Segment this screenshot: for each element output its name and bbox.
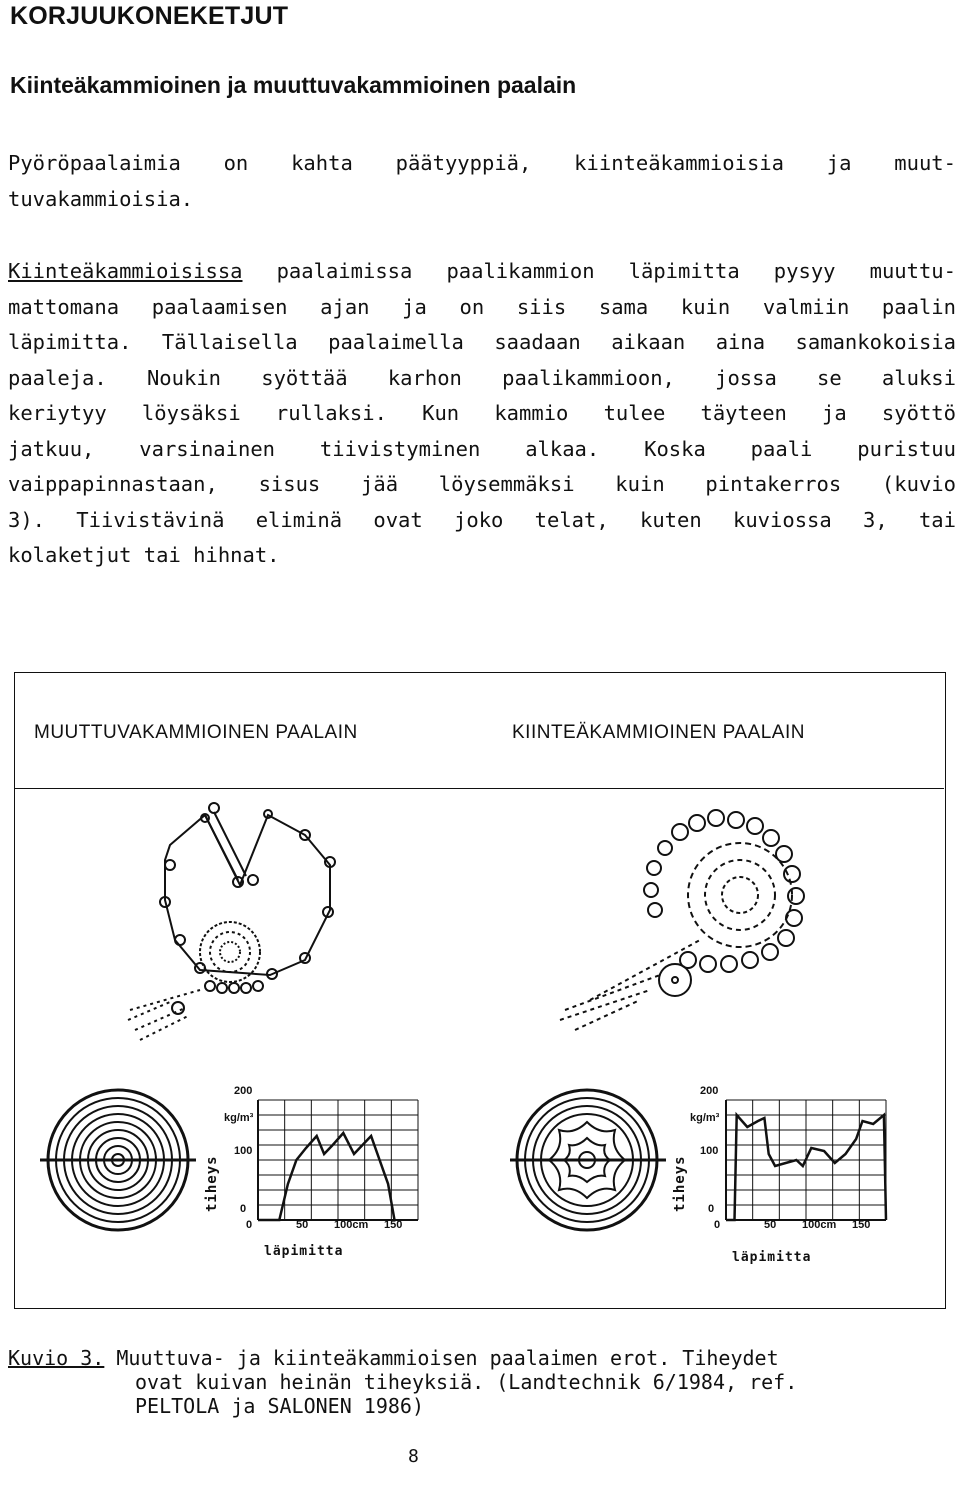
intro-paragraph <box>8 146 956 217</box>
section-heading: KORJUUKONEKETJUT <box>10 2 289 30</box>
paragraph-line: keriytyy löysäksi rullaksi. Kun kammio tulee täyteen ja syöttö <box>8 401 956 425</box>
right-y-unit: kg/m³ <box>690 1112 720 1124</box>
right-y-tick-200: 200 <box>700 1085 719 1097</box>
left-y-tick-0: 0 <box>240 1203 247 1215</box>
fixed-chamber-baler-illustration <box>560 810 804 1030</box>
paragraph-line: Kiinteäkammioisissa paalaimissa paalikammion läpimitta pysyy muuttu- <box>8 259 956 283</box>
paragraph-line: läpimitta. Tällaisella paalaimella saadaan aikaan aina samankokoisia <box>8 330 956 354</box>
caption-line: PELTOLA ja SALONEN 1986) <box>135 1394 424 1418</box>
right-bale-cross-section <box>510 1090 666 1230</box>
right-x-tick-150: 150 <box>852 1219 871 1231</box>
paragraph-line: kolaketjut tai hihnat. <box>8 543 280 567</box>
paragraph-line: tuvakammioisia. <box>8 186 194 211</box>
baler-illustrations <box>0 790 960 1090</box>
right-column-title: KIINTEÄKAMMIOINEN PAALAIN <box>512 722 805 743</box>
figure-caption <box>8 1346 938 1418</box>
left-y-axis-label: tiheys <box>204 1155 220 1212</box>
figure-divider <box>14 788 944 789</box>
left-y-tick-100: 100 <box>234 1145 253 1157</box>
page-title: Kiinteäkammioinen ja muuttuvakammioinen paalain <box>10 72 577 98</box>
paragraph-line: mattomana paalaamisen ajan ja on siis sama kuin valmiin paalin <box>8 294 956 319</box>
left-y-unit: kg/m³ <box>224 1112 254 1124</box>
left-x-tick-50: 50 <box>296 1219 309 1231</box>
paragraph-line: jatkuu, varsinainen tiivistyminen alkaa. Koska paali puristuu <box>8 436 956 461</box>
right-y-tick-100: 100 <box>700 1145 719 1157</box>
caption-line: ovat kuivan heinän tiheyksiä. (Landtechnik 6/1984, ref. <box>135 1370 798 1394</box>
left-y-tick-200: 200 <box>234 1085 253 1097</box>
left-x-axis-label: läpimitta <box>264 1244 344 1259</box>
body-paragraph <box>8 254 956 574</box>
page-number: 8 <box>408 1446 419 1467</box>
right-x-tick-50: 50 <box>764 1219 777 1231</box>
right-x-axis-label: läpimitta <box>732 1250 812 1265</box>
right-y-tick-0: 0 <box>708 1203 715 1215</box>
right-density-chart <box>718 1096 888 1226</box>
right-x-tick-0: 0 <box>714 1219 721 1231</box>
paragraph-line: vaippapinnastaan, sisus jää löysemmäksi kuin pintakerros (kuvio <box>8 472 956 496</box>
left-x-tick-100: 100cm <box>334 1219 369 1231</box>
underlined-term: Kiinteäkammioisissa <box>8 259 243 283</box>
paragraph-line: paaleja. Noukin syöttää karhon paalikammioon, jossa se aluksi <box>8 365 956 390</box>
left-density-chart <box>250 1096 420 1226</box>
left-bale-cross-section <box>40 1090 196 1230</box>
caption-line: Kuvio 3. Muuttuva- ja kiinteäkammioisen paalaimen erot. Tiheydet <box>8 1346 779 1370</box>
paragraph-line: 3). Tiivistävinä eliminä ovat joko telat, kuten kuviossa 3, tai <box>8 507 956 532</box>
density-line <box>258 1133 395 1220</box>
left-x-tick-150: 150 <box>384 1219 403 1231</box>
left-column-title: MUUTTUVAKAMMIOINEN PAALAIN <box>34 722 358 743</box>
right-y-axis-label: tiheys <box>672 1155 688 1212</box>
caption-label: Kuvio 3. <box>8 1346 105 1370</box>
paragraph-line: Pyöröpaalaimia on kahta päätyyppiä, kiinteäkammioisia ja muut- <box>8 151 956 175</box>
right-x-tick-100: 100cm <box>802 1219 837 1231</box>
left-x-tick-0: 0 <box>246 1219 253 1231</box>
variable-chamber-baler-illustration <box>128 803 335 1040</box>
